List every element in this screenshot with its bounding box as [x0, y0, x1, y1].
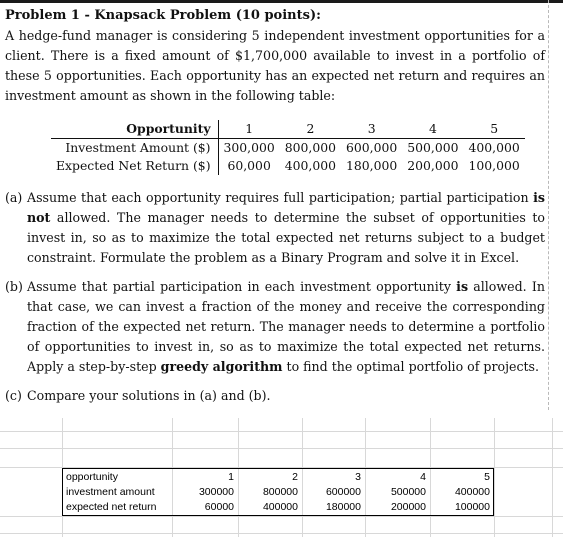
table-cell: 100,000 [468, 158, 520, 173]
table-cell: 200,000 [407, 158, 459, 173]
part-b-text: Assume that partial participation in each investment opportunity [27, 279, 457, 294]
table-row-label: Investment Amount ($) [51, 139, 218, 158]
sheet-cell[interactable]: 2 [292, 471, 298, 483]
table-row-label: Expected Net Return ($) [51, 157, 218, 175]
part-a-label: (a) [5, 190, 23, 205]
part-b-emphasis: is [456, 279, 469, 294]
table-col-2: 2 [280, 120, 341, 139]
part-c-label: (c) [5, 388, 22, 403]
sheet-cell[interactable]: 800000 [262, 486, 298, 498]
grid-row-line [0, 431, 563, 432]
table-header-row [51, 120, 525, 139]
spreadsheet-grid[interactable] [0, 418, 563, 537]
table-cell: 500,000 [407, 140, 459, 155]
sheet-cell[interactable]: 500000 [390, 486, 426, 498]
part-b-label: (b) [5, 279, 23, 294]
problem-title: Problem 1 - Knapsack Problem (10 points): [5, 8, 321, 23]
sheet-cell[interactable]: 60000 [204, 501, 234, 513]
table-col-3: 3 [341, 120, 402, 139]
sheet-cell[interactable]: 180000 [325, 501, 361, 513]
grid-row-line [0, 533, 563, 534]
table-cell: 400,000 [284, 158, 337, 173]
problem-document [5, 6, 545, 406]
problem-intro: A hedge-fund manager is considering 5 independent investment opportunities for a client. There is a fixed amount of $1,700,000 available to invest in a portfolio of these 5 opportunities. Each opportunity has an expected net return and requires an investment amount as shown in the following table: [5, 28, 545, 103]
part-a [5, 188, 545, 268]
sheet-cell-label[interactable]: opportunity [66, 471, 118, 483]
grid-row-line [0, 516, 563, 517]
table-col-5: 5 [464, 120, 525, 139]
top-border [0, 0, 563, 3]
table-header-label: Opportunity [51, 120, 218, 139]
sheet-cell[interactable]: 5 [484, 471, 490, 483]
opportunity-table [51, 120, 525, 175]
part-c-text: Compare your solutions in (a) and (b). [27, 388, 271, 403]
grid-row-line [0, 448, 563, 449]
table-cell: 800,000 [284, 140, 337, 155]
page-edge-rule [548, 0, 549, 410]
sheet-cell[interactable]: 4 [420, 471, 426, 483]
sheet-cell[interactable]: 100000 [454, 501, 490, 513]
sheet-cell[interactable]: 1 [228, 471, 234, 483]
grid-col-line [494, 418, 495, 537]
sheet-cell-label[interactable]: expected net return [66, 501, 157, 513]
sheet-cell[interactable]: 3 [355, 471, 361, 483]
sheet-cell[interactable]: 400000 [262, 501, 298, 513]
table-cell: 60,000 [227, 158, 271, 173]
part-a-text: Assume that each opportunity requires full participation; partial participation [27, 190, 534, 205]
part-a-emphasis: is not [27, 190, 545, 225]
sheet-cell[interactable]: 300000 [198, 486, 234, 498]
sheet-cell[interactable]: 600000 [325, 486, 361, 498]
grid-col-line [552, 418, 553, 537]
table-cell: 600,000 [346, 140, 398, 155]
table-row [51, 157, 525, 175]
sheet-cell[interactable]: 400000 [454, 486, 490, 498]
table-cell: 400,000 [468, 140, 520, 155]
part-a-text-cont: allowed. The manager needs to determine the subset of opportunities to invest in, so as to maximize the total expected net returns subject to a budget constraint. Formulate the problem as a Binary Program and solve it in Excel. [27, 210, 545, 265]
table-cell: 300,000 [223, 140, 275, 155]
part-c [5, 386, 545, 406]
sheet-cell[interactable]: 200000 [390, 501, 426, 513]
part-b-emphasis-2: greedy algorithm [160, 359, 283, 374]
table-col-4: 4 [402, 120, 463, 139]
sheet-cell-label[interactable]: investment amount [66, 486, 155, 498]
part-b-text-cont: allowed. In that case, we can invest a fraction of the money and receive the corresponding fraction of the expected net return. The manager needs to determine a portfolio of opportunities to invest in, so as to maximize the total expected net returns. Apply a step-by-step [27, 279, 545, 374]
part-b [5, 277, 545, 377]
table-row [51, 139, 525, 158]
part-b-text-end: to find the optimal portfolio of projects. [282, 359, 540, 374]
table-col-1: 1 [218, 120, 280, 139]
table-cell: 180,000 [346, 158, 398, 173]
